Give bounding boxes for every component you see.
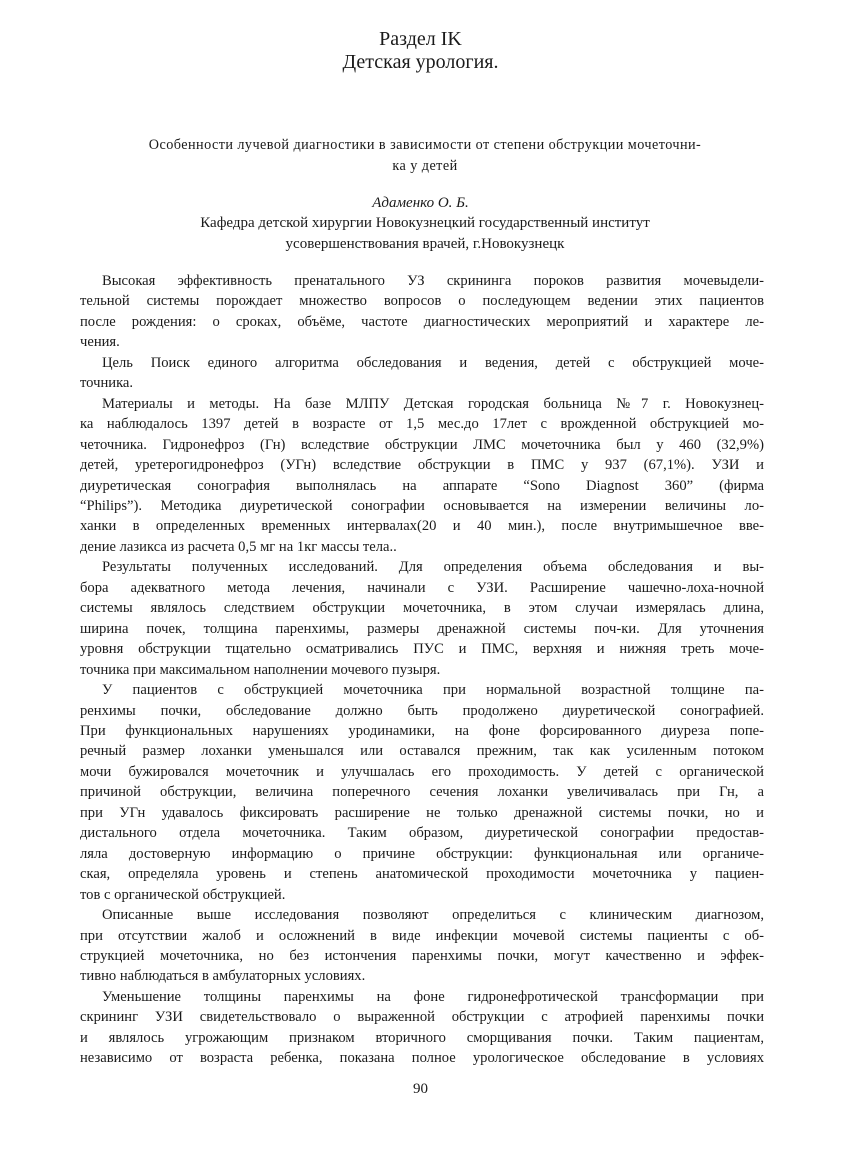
body-text-line: четочника. Гидронефроз (Гн) вследствие обструкции ЛМС мочеточника был у 460 (32,9%) bbox=[80, 436, 764, 453]
body-text-line: ренхимы почки, обследование должно быть продолжено диуретической сонографией. bbox=[80, 702, 764, 719]
article-body bbox=[80, 271, 764, 1069]
body-text-line: ка наблюдалось 1397 детей в возрасте от 1,5 мес.до 17лет с врожденной обструкцией мо- bbox=[80, 416, 764, 433]
body-text-line: при УГн удавалось фиксировать расширение не только дренажной системы почки, но и bbox=[80, 804, 764, 821]
body-text-line: ская, определяла уровень и степень анатомической проходимости мочеточника у пациен- bbox=[80, 866, 764, 883]
body-text-line: струкцией мочеточника, но без истончения паренхимы почки, могут качественно и эффек- bbox=[80, 947, 764, 964]
body-text-line: тов с органической обструкцией. bbox=[80, 886, 286, 903]
body-text-line: детей, уретерогидронефроз (УГн) вследствие обструкции в ПМС у 937 (67,1%). УЗИ и bbox=[80, 457, 764, 474]
body-text-line: чения. bbox=[80, 334, 120, 351]
body-text-line: ляла достоверную информацию о причине обструкции: функциональная или органиче- bbox=[80, 845, 764, 862]
affiliation bbox=[100, 213, 750, 254]
body-text-line: У пациентов с обструкцией мочеточника при нормальной возрастной толщине па- bbox=[102, 682, 764, 699]
body-text-line: тельной системы порождает множество вопросов о последующем ведении этих пациентов bbox=[80, 293, 764, 310]
section-number: Раздел IK bbox=[379, 28, 462, 50]
body-text-line: при отсутствии жалоб и осложнений в виде инфекции мочевой системы пациенты с об- bbox=[80, 927, 764, 944]
section-title: Детская урология. bbox=[342, 51, 499, 73]
body-text-line: ширина почек, толщина паренхимы, размеры дренажной системы поч-ки. Для уточнения bbox=[80, 620, 764, 637]
body-text-line: Уменьшение толщины паренхимы на фоне гидронефротической трансформации при bbox=[102, 988, 764, 1005]
article-title-line: ка у детей bbox=[392, 158, 458, 174]
body-text-line: после рождения: о сроках, объёме, частоте диагностических мероприятий и характере ле- bbox=[80, 313, 764, 330]
body-text-line: “Philips”). Методика диуретической сонографии основывается на измерении величины ло- bbox=[80, 497, 764, 514]
body-text-line: дение лазикса из расчета 0,5 мг на 1кг массы тела.. bbox=[80, 538, 397, 555]
body-text-line: Высокая эффективность пренатального УЗ скрининга пороков развития мочевыдели- bbox=[102, 273, 764, 289]
body-text-line: дистального отдела мочеточника. Таким образом, диуретической сонографии предостав- bbox=[80, 825, 764, 842]
affiliation-line: Кафедра детской хирургии Новокузнецкий государственный институт bbox=[200, 215, 650, 231]
body-text-line: ханки в определенных временных интервалах(20 и 40 мин.), после внутримышечное вве- bbox=[80, 518, 764, 535]
body-text-line: уровня обструкции тщательно осматривались ПУС и ПМС, верхняя и нижняя треть моче- bbox=[80, 641, 764, 658]
body-text-line: и являлось угрожающим признаком вторичного сморщивания почки. Таким пациентам, bbox=[80, 1029, 764, 1046]
body-text-line: Описанные выше исследования позволяют определиться с клиническим диагнозом, bbox=[102, 907, 764, 924]
body-text-line: При функциональных нарушениях уродинамики, на фоне форсированного диуреза попе- bbox=[80, 722, 764, 739]
body-text-line: скрининг УЗИ свидетельствовало о выраженной обструкции с атрофией паренхимы почки bbox=[80, 1009, 764, 1026]
author: Адаменко О. Б. bbox=[372, 195, 469, 211]
body-text-line: точника при максимальном наполнении мочевого пузыря. bbox=[80, 661, 441, 678]
body-text-line: причиной обструкции, величина поперечного сечения лоханки увеличивалась при Гн, а bbox=[80, 784, 764, 801]
body-text-line: Цель Поиск единого алгоритма обследования и ведения, детей с обструкцией моче- bbox=[102, 354, 764, 371]
body-text-line: тивно наблюдаться в амбулаторных условиях. bbox=[80, 968, 366, 985]
affiliation-line: усовершенствования врачей, г.Новокузнецк bbox=[285, 235, 565, 252]
body-text-line: бора адекватного метода лечения, начинали с УЗИ. Расширение чашечно-лоха-ночной bbox=[80, 579, 764, 596]
article-title bbox=[86, 135, 764, 177]
body-text-line: диуретическая сонография выполнялась на аппарате “Sono Diagnost 360” (фирма bbox=[80, 477, 764, 494]
body-text-line: Результаты полученных исследований. Для определения объема обследования и вы- bbox=[102, 559, 764, 576]
body-text-line: точника. bbox=[80, 375, 134, 392]
body-text-line: Материалы и методы. На базе МЛПУ Детская городская больница №7 г. Новокузнец- bbox=[102, 395, 764, 412]
page-number: 90 bbox=[413, 1081, 428, 1097]
section-heading bbox=[0, 28, 841, 74]
body-text-line: независимо от возраста ребенка, показана полное урологическое обследование в условиях bbox=[80, 1050, 764, 1067]
body-text-line: системы являлось следствием обструкции мочеточника, в этом случаи измерялась длина, bbox=[80, 600, 764, 617]
body-text-line: речный размер лоханки уменьшался или оставался прежним, так как усиленным потоком bbox=[80, 743, 764, 760]
article-title-line: Особенности лучевой диагностики в зависимости от степени обструкции мочеточни- bbox=[148, 137, 702, 153]
body-text-line: мочи бужировался мочеточник и улучшалась его проходимость. У детей с органической bbox=[80, 763, 764, 780]
